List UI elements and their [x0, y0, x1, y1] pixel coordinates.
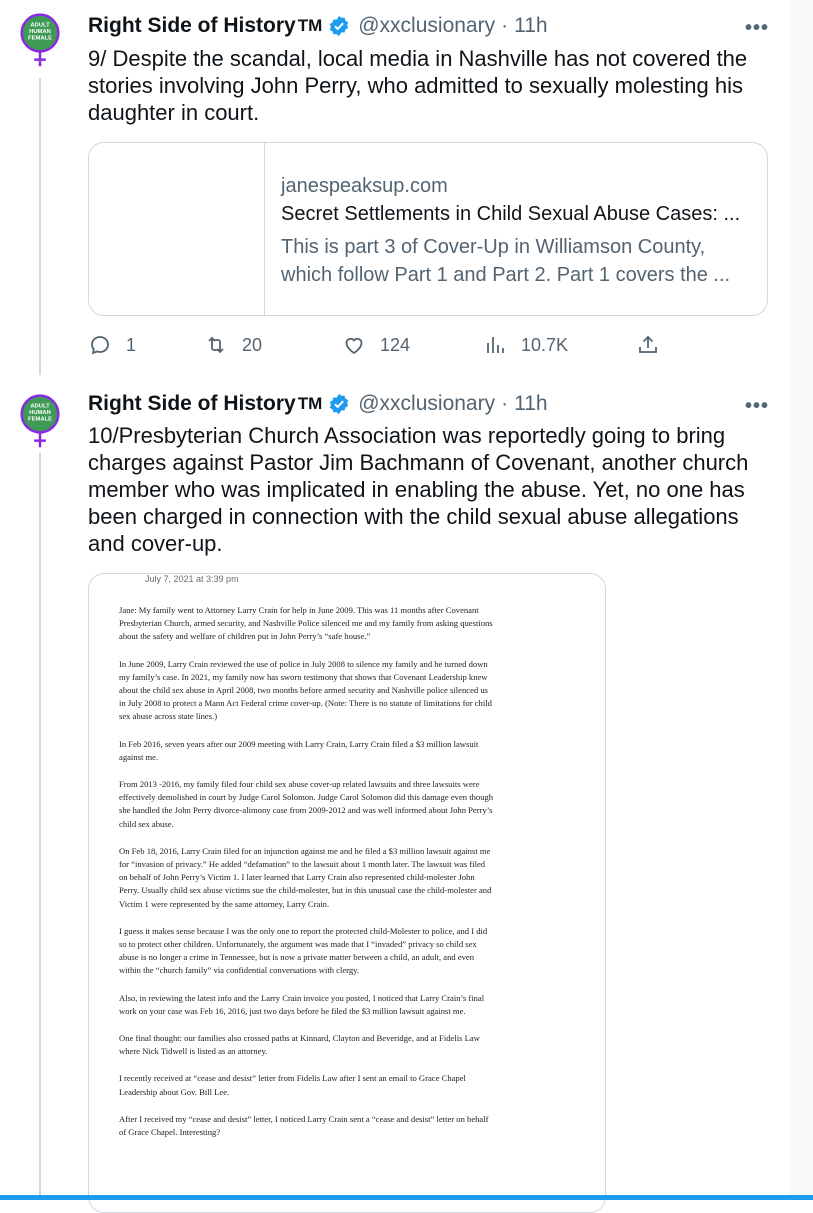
- tweet-text: 9/ Despite the scandal, local media in Nashville has not covered the stories involving John Perry, who admitted to sexually molesting his daughter in court.: [88, 46, 748, 125]
- right-scroll-gutter: [790, 0, 813, 1200]
- verified-badge-icon: [328, 15, 350, 37]
- tweet-text: 10/Presbyterian Church Association was reportedly going to bring charges against Pastor Jim Bachmann of Covenant, another church member who was implicated in enabling the abuse. Yet, no one has been charged in connection with the child sexual abuse allegations and cover-up.: [88, 423, 749, 556]
- tweet-timestamp[interactable]: 11h: [514, 14, 548, 37]
- reply-button[interactable]: [88, 333, 136, 357]
- document-paragraph: After I received my “cease and desist” letter, I noticed Larry Crain sent a “cease and desist” letter on behalf of Grace Chapel. Interesting?: [119, 1113, 489, 1138]
- tweet-header: [88, 392, 548, 416]
- author-tm: TM: [297, 394, 323, 413]
- avatar-line-3: FEMALE: [28, 35, 52, 42]
- tweet-10[interactable]: [0, 375, 790, 1200]
- avatar-line-1: ADULT: [30, 22, 50, 29]
- document-paragraph: From 2013 -2016, my family filed four child sex abuse cover-up related lawsuits and three lawsuits were effectively demolished in court by Judge Carol Solomon. Judge Carol Solomon did this damage even though she handled the John Perry divorce-alimony case from 2009-2012 and was well informed about John Perry’s child sex abuse.: [119, 779, 494, 829]
- like-count: 124: [380, 334, 411, 355]
- author-name[interactable]: Right Side of History: [88, 392, 296, 415]
- tweet-actions: [88, 333, 688, 363]
- author-name[interactable]: Right Side of History: [88, 14, 296, 37]
- link-card-domain: janespeaksup.com: [281, 175, 448, 197]
- separator-dot: ·: [501, 392, 509, 415]
- avatar-line-3: FEMALE: [28, 416, 52, 423]
- separator-dot: ·: [501, 14, 509, 37]
- avatar[interactable]: [10, 8, 70, 68]
- reply-count: 1: [126, 334, 137, 355]
- view-count: 10.7K: [521, 334, 569, 355]
- avatar-line-2: HUMAN: [29, 410, 51, 416]
- verified-badge-icon: [328, 393, 350, 415]
- retweet-button[interactable]: [204, 333, 262, 357]
- avatar-line-1: ADULT: [30, 403, 50, 410]
- retweet-icon: [204, 333, 228, 357]
- link-card[interactable]: [88, 142, 768, 316]
- document-paragraph: Also, in reviewing the latest info and the Larry Crain invoice you posted, I noticed that Larry Crain’s final work on your case was Feb 16, 2016, just two days before he filed the $3 million lawsuit against me.: [119, 992, 485, 1016]
- thread-line: [39, 78, 41, 375]
- heart-icon: [342, 333, 366, 357]
- bottom-accent-bar: [0, 1195, 813, 1200]
- link-card-title: Secret Settlements in Child Sexual Abuse Cases: ...: [281, 203, 741, 225]
- share-icon: [636, 333, 660, 357]
- document-paragraph: I guess it makes sense because I was the only one to report the protected child-Molester to police, and I did so to protect other children. Unfortunately, the argument was made that I “invaded” privacy so child sex abuse is no longer a crime in Tennessee, but is now a private matter between a child, an adult, and even within the “church family” via confidential conversations with clergy.: [119, 925, 488, 976]
- thread-line: [39, 453, 41, 1200]
- avatar[interactable]: [10, 389, 70, 449]
- document-paragraph: In Feb 2016, seven years after our 2009 meeting with Larry Crain, Larry Crain filed a $3 million lawsuit against me.: [119, 738, 479, 762]
- attached-document-image[interactable]: [88, 573, 606, 1213]
- document-paragraph: One final thought: our families also crossed paths at Kinnard, Clayton and Beveridge, and at Fidelis Law where Nick Tidwell is listed as an attorney.: [119, 1033, 480, 1057]
- document-paragraph: In June 2009, Larry Crain reviewed the use of police in July 2008 to silence my family and he turned down my family’s case. In 2021, my family now has sworn testimony that shows that Covenant Leadership knew about the child sex abuse in April 2008, two months before armed security and Nashville police silenced us in July 2008 to protect a Mann Act Federal crime cover-up. (Note: There is no statute of limitations for child sex abuse across state lines.): [119, 658, 492, 722]
- tweet-9[interactable]: [0, 0, 790, 375]
- views-chart-icon: [483, 333, 507, 357]
- link-card-description: This is part 3 of Cover-Up in Williamson County, which follow Part 1 and Part 2. Part 1 covers the ...: [281, 236, 731, 286]
- tweet-timestamp[interactable]: 11h: [514, 392, 548, 415]
- author-tm: TM: [297, 16, 323, 35]
- reply-icon: [88, 333, 112, 357]
- author-handle[interactable]: @xxclusionary: [358, 14, 496, 37]
- more-options-icon[interactable]: •••: [745, 17, 770, 39]
- retweet-count: 20: [242, 334, 263, 355]
- document-paragraph: Jane: My family went to Attorney Larry Crain for help in June 2009. This was 11 months after Covenant Presbyterian Church, armed security, and Nashville Police silenced me and my family from asking questions about the safety and welfare of children put in John Perry’s “safe house.”: [119, 605, 493, 642]
- document-paragraph: On Feb 18, 2016, Larry Crain filed for an injunction against me and he filed a $3 million lawsuit against me for “invasion of privacy.” He added “defamation” to the lawsuit about 1 month later. The lawsuit was filed on behalf of John Perry’s Victim 1. I later learned that Larry Crain also represented child-molester John Perry. Usually child sex abuse victims sue the child-molester, but in this unusual case the child-molester and Victim 1 were represented by the same attorney, Larry Crain.: [119, 845, 492, 909]
- share-button[interactable]: [636, 333, 674, 357]
- document-date: July 7, 2021 at 3:39 pm: [145, 574, 239, 584]
- tweet-header: [88, 14, 548, 38]
- like-button[interactable]: [342, 333, 410, 357]
- document-paragraph: I recently received at “cease and desist” letter from Fidelis Law after I sent an email to Grace Chapel Leadership about Gov. Bill Lee.: [119, 1073, 466, 1097]
- more-options-icon[interactable]: •••: [745, 395, 770, 417]
- avatar-line-2: HUMAN: [29, 29, 51, 35]
- document-body: [119, 604, 494, 1153]
- author-handle[interactable]: @xxclusionary: [358, 392, 496, 415]
- views-button[interactable]: [483, 333, 568, 357]
- link-card-thumbnail: [89, 143, 265, 316]
